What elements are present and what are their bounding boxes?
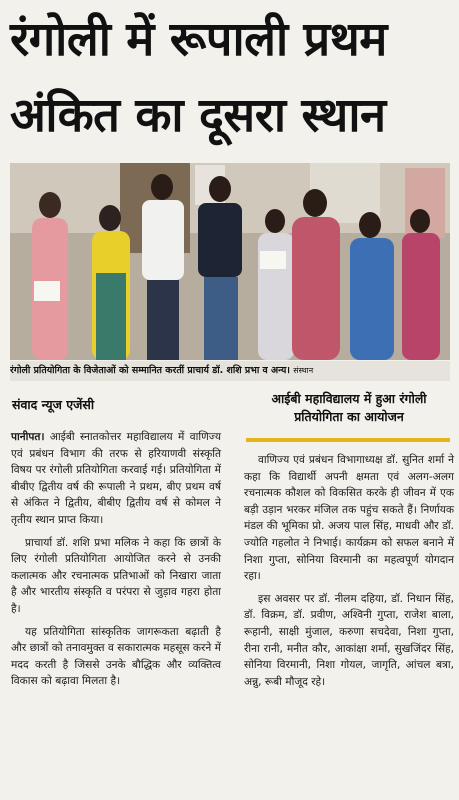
- article-paragraph: [11, 429, 221, 529]
- article-paragraph: प्राचार्या डॉ. शशि प्रभा मलिक ने कहा कि छात्रों के लिए रंगोली प्रतियोगिता आयोजित करने से उनकी कलात्मक और रचनात्मक प्रतिभाओं को निखारा जाता है और भारतीय संस्कृति व परंपरा से जुड़ाव गहरा होता है।: [11, 536, 221, 615]
- caption-credit: संस्थान: [293, 366, 314, 375]
- photo-caption: [10, 361, 450, 381]
- article-paragraph: यह प्रतियोगिता सांस्कृतिक जागरूकता बढ़ाती है और छात्रों को तनावमुक्त व सकारात्मक महसूस करने में मदद करती है जिससे उनके बौद्धिक और व्यक्तित्व विकास को बढ़ावा मिलता है।: [11, 625, 221, 688]
- article-paragraph: इस अवसर पर डॉ. नीलम दहिया, डॉ. निधान सिंह, डॉ. विक्रम, डॉ. प्रवीण, अश्विनी गुप्ता, राजेश बाला, रूहानी, साक्षी मुंजाल, करुणा सचदेवा, निशा गुप्ता, रीना रानी, मनीत कौर, आकांक्षा शर्मा, सुखजिंदर सिंह, सोनिया विरमानी, निशा गोयल, जागृति, आंचल बत्रा, अन्नु, रूबी मौजूद रहे।: [244, 592, 454, 688]
- subheading-rule: [246, 438, 450, 442]
- subheading: आईबी महाविद्यालय में हुआ रंगोली प्रतियोगिता का आयोजन: [271, 391, 427, 424]
- caption-text: रंगोली प्रतियोगिता के विजेताओं को सम्मानित करतीं प्राचार्य डॉ. शशि प्रभा व अन्य।: [10, 365, 290, 376]
- headline-line-2: अंकित का दूसरा स्थान: [10, 88, 386, 143]
- article-paragraph: वाणिज्य एवं प्रबंधन विभागाध्यक्ष डॉ. सुनित शर्मा ने कहा कि विद्यार्थी अपनी क्षमता एवं अलग-अलग रचनात्मक कौशल को विकसित करके ही जीवन में एक बड़ी उड़ान भरकर मंजिल तक पहुंच सकते हैं। निर्णायक मंडल की भूमिका प्रो. अजय पाल सिंह, माधवी और डॉ. ज्योति गहलोत ने निभाई। कार्यक्रम को सफल बनाने में निशा गुप्ता, सोनिया विरमानी का महत्वपूर्ण योगदान रहा।: [244, 454, 454, 583]
- article-column-left: [11, 429, 221, 696]
- headline-line-1: रंगोली में रूपाली प्रथम: [10, 12, 387, 67]
- group-photo-image: [10, 163, 450, 360]
- news-photo: [10, 163, 450, 360]
- article-column-right: [244, 452, 454, 696]
- byline: संवाद न्यूज एजेंसी: [12, 397, 95, 412]
- dateline: पानीपत।: [11, 431, 45, 443]
- paragraph-text: आईबी स्नातकोत्तर महाविद्यालय में वाणिज्य एवं प्रबंधन विभाग की तरफ से हरियाणवी संस्कृति विषय पर रंगोली प्रतियोगिता करवाई गई। प्रतियोगिता में बीबीए द्वितीय वर्ष की रूपाली ने प्रथम, बीए प्रथम वर्ष से अंकित ने द्वितीय, बीबीए द्वितीय वर्ष से कोमल ने तृतीय स्थान प्राप्त किया।: [11, 431, 221, 526]
- headline: [10, 2, 450, 154]
